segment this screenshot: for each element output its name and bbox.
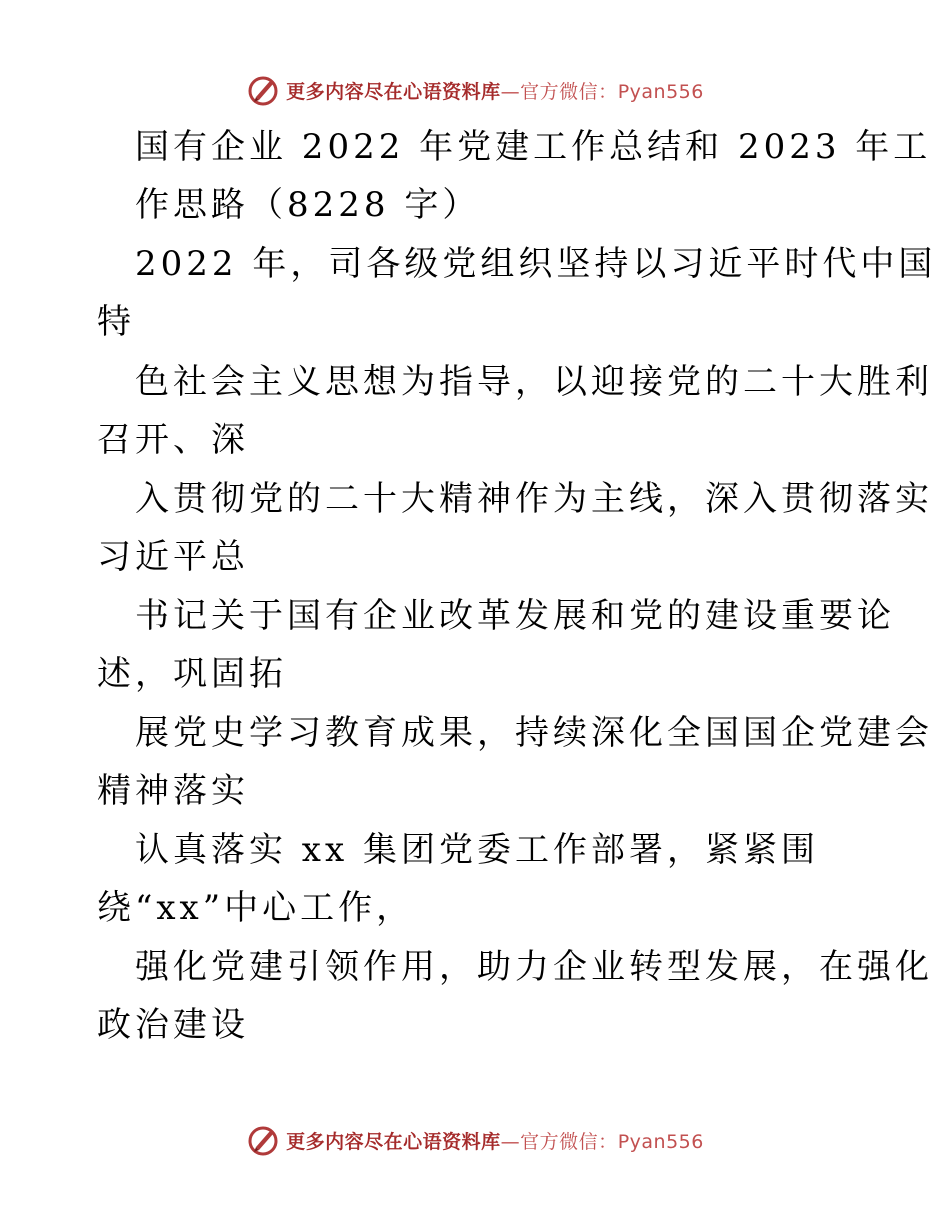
doc-text-line: 绕“xx”中心工作，: [97, 888, 415, 928]
doc-text-line: 色社会主义思想为指导，以迎接党的二十大胜利: [135, 362, 933, 402]
doc-text-line: 召开、深: [97, 420, 249, 460]
banner-text: [286, 77, 704, 104]
doc-text-line: 2022 年，司各级党组织坚持以习近平时代中国: [135, 244, 937, 284]
pen-logo-icon: [246, 73, 280, 107]
banner-text: [286, 1127, 704, 1154]
doc-text-line: 展党史学习教育成果，持续深化全国国企党建会: [135, 713, 933, 753]
header-banner: [0, 70, 950, 110]
doc-text-line: 述，巩固拓: [97, 654, 287, 694]
doc-title-line-1: 国有企业 2022 年党建工作总结和 2023 年工: [135, 127, 932, 167]
banner-separator-text: —官方微信：: [500, 1130, 618, 1153]
doc-title-line-2: 作思路（8228 字）: [135, 185, 481, 225]
banner-main-text: 更多内容尽在心语资料库: [286, 1130, 501, 1153]
doc-text-line: 强化党建引领作用，助力企业转型发展，在强化: [135, 947, 933, 987]
doc-text-line: 书记关于国有企业改革发展和党的建设重要论: [135, 596, 895, 636]
doc-text-line: 政治建设: [97, 1005, 249, 1045]
banner-wechat-id: Pyan556: [617, 1130, 704, 1153]
banner-separator-text: —官方微信：: [500, 80, 618, 103]
doc-text-line: 入贯彻党的二十大精神作为主线，深入贯彻落实: [135, 479, 933, 519]
pen-logo-icon: [246, 1123, 280, 1157]
doc-text-line: 特: [97, 302, 135, 342]
doc-text-line: 精神落实: [97, 771, 249, 811]
banner-main-text: 更多内容尽在心语资料库: [286, 80, 501, 103]
doc-text-line: 认真落实 xx 集团党委工作部署，紧紧围: [135, 830, 819, 870]
doc-text-line: 习近平总: [97, 537, 249, 577]
footer-banner: [0, 1120, 950, 1160]
banner-wechat-id: Pyan556: [617, 80, 704, 103]
